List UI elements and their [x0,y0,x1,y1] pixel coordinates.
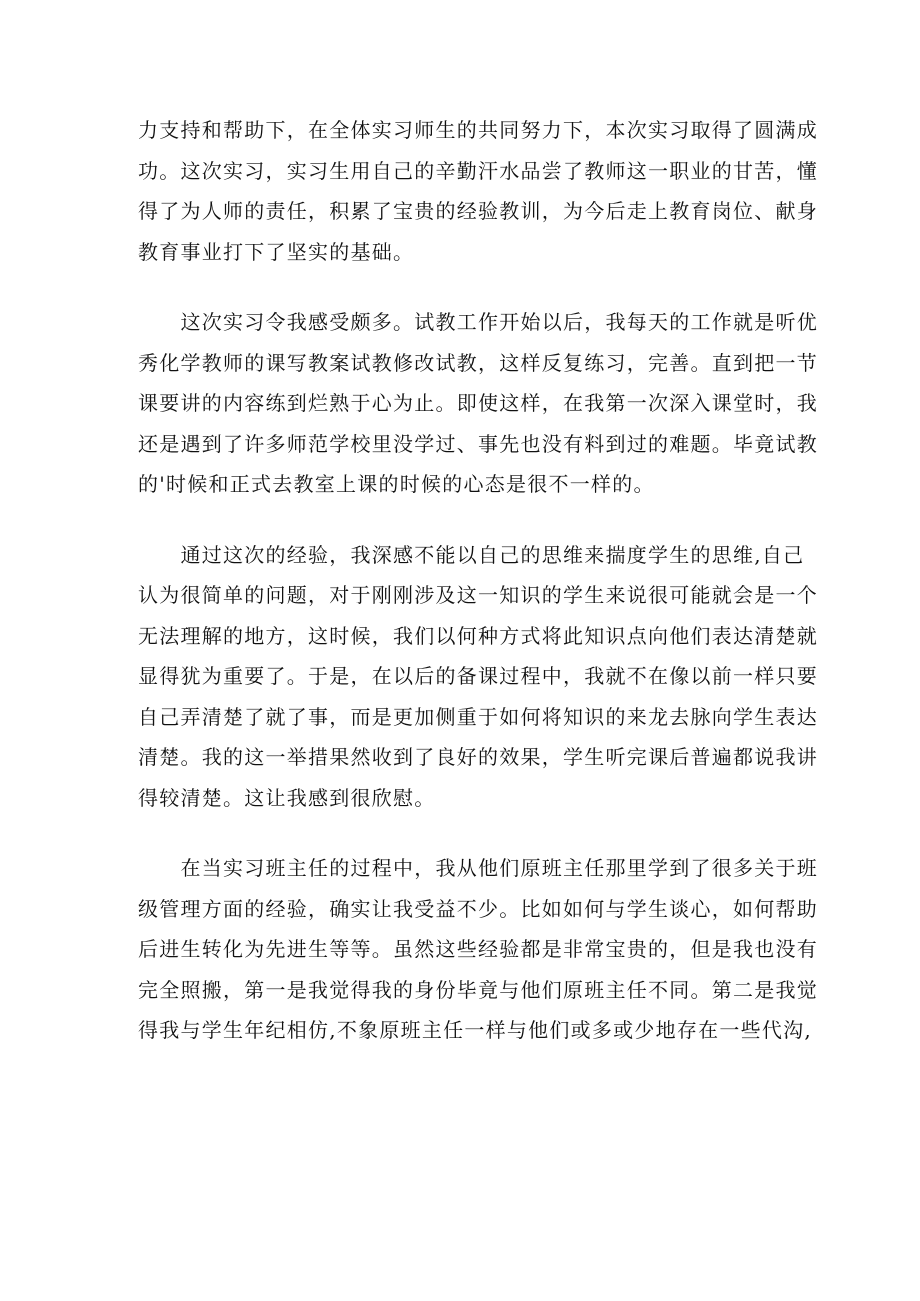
text-line: 的'时候和正式去教室上课的时候的心态是很不一样的。 [138,472,655,496]
text-line: 自己弄清楚了就了事，而是更加侧重于如何将知识的来龙去脉向学生表达 [138,704,818,729]
text-line: 显得犹为重要了。于是，在以后的备课过程中，我就不在像以前一样只要 [138,664,818,688]
paragraph-3 [138,535,818,819]
text-line: 秀化学教师的课写教案试教修改试教，这样反复练习，完善。直到把一节 [138,350,818,375]
text-line: 得了为人师的责任，积累了宝贵的经验教训，为今后走上教育岗位、献身 [138,199,818,223]
paragraph-2 [138,302,818,505]
text-line: 级管理方面的经验，确实让我受益不少。比如如何与学生谈心，如何帮助 [138,896,818,921]
text-line: 通过这次的经验，我深感不能以自己的思维来揣度学生的思维,自己 [138,542,805,567]
paragraph-4 [138,848,818,1051]
paragraph-1 [138,110,818,272]
text-line: 清楚。我的这一举措果然收到了良好的效果，学生听完课后普遍都说我讲 [138,745,818,769]
text-line: 力支持和帮助下，在全体实习师生的共同努力下，本次实习取得了圆满成 [138,118,818,142]
text-line: 无法理解的地方，这时候，我们以何种方式将此知识点向他们表达清楚就 [138,623,818,648]
text-line: 这次实习令我感受颇多。试教工作开始以后，我每天的工作就是听优 [138,310,818,334]
text-line: 得我与学生年纪相仿,不象原班主任一样与他们或多或少地存在一些代沟, [138,1018,812,1042]
text-line: 完全照搬，第一是我觉得我的身份毕竟与他们原班主任不同。第二是我觉 [138,977,818,1002]
text-line: 功。这次实习，实习生用自己的辛勤汗水品尝了教师这一职业的甘苦，懂 [138,158,818,183]
text-line: 后进生转化为先进生等等。虽然这些经验都是非常宝贵的，但是我也没有 [138,937,818,961]
document-body [138,110,818,1081]
text-line: 教育事业打下了坚实的基础。 [138,239,415,264]
text-line: 课要讲的内容练到烂熟于心为止。即使这样，在我第一次深入课堂时，我 [138,391,818,415]
text-line: 认为很简单的问题，对于刚刚涉及这一知识的学生来说很可能就会是一个 [138,583,818,607]
text-line: 得较清楚。这让我感到很欣慰。 [138,785,436,810]
text-line: 还是遇到了许多师范学校里没学过、事先也没有料到过的难题。毕竟试教 [138,431,818,456]
text-line: 在当实习班主任的过程中，我从他们原班主任那里学到了很多关于班 [138,856,818,880]
